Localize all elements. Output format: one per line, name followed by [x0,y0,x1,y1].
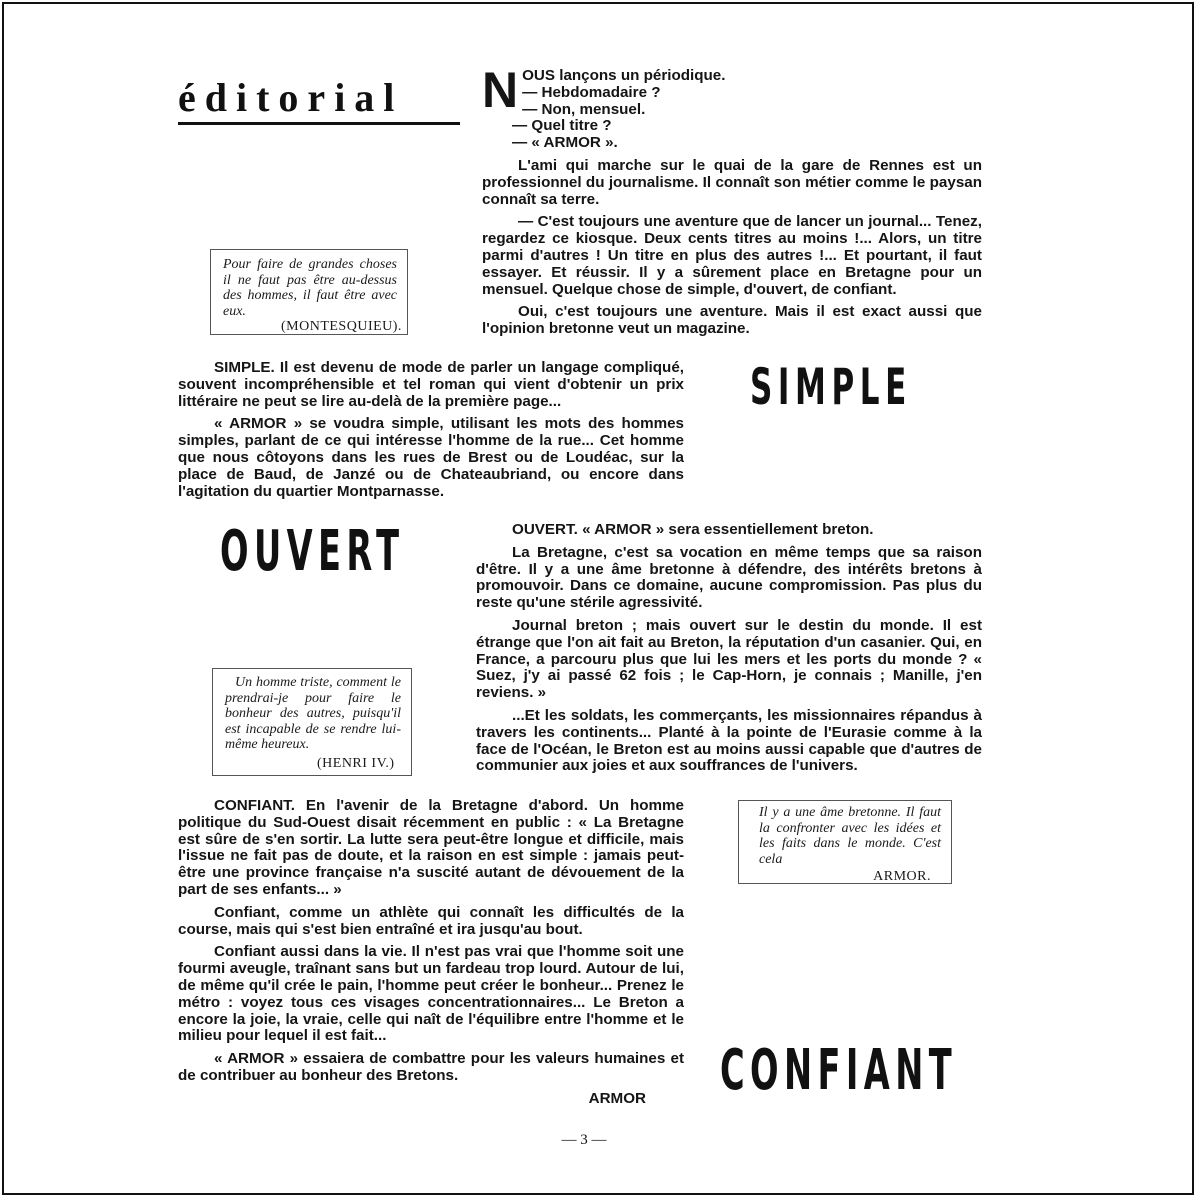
quote-text: Un homme triste, comment le prendrai-je pour faire le bonheur des autres, puisqu'il est incapable de se rendre lui-même heureux. [225,675,401,752]
confiant-section [178,798,684,1108]
simple-text: Il est devenu de mode de parler un langage compliqué, souvent incompréhensible et tel roman qui vient d'obtenir un prix littéraire ne peut se lire au-delà de la première page... [178,359,684,410]
drop-cap: N [482,68,519,118]
confiant-paragraph [178,798,684,899]
intro-first-line: OUS lançons un périodique. [522,68,726,84]
ouvert-section [476,522,982,781]
dialog-line: — « ARMOR ». [512,134,618,152]
ouvert-text: « ARMOR » sera essentiellement breton. [582,521,874,538]
quote-text: Il y a une âme bretonne. Il faut la confronter avec les idées et les faits dans le monde. C'est cela [759,805,941,867]
quote-text: Pour faire de grandes choses il ne faut pas être au-dessus des hommes, il faut être avec eux. [223,257,397,319]
simple-paragraph: « ARMOR » se voudra simple, utilisant les mots des hommes simples, parlant de ce qui intéresse l'homme de la rue... Cet homme que nous côtoyons dans les rues de Brest ou de Loudéac, sur la place de Baud, de Janzé ou de Chateaubriand, ou encore dans l'agitation du quartier Montparnasse. [178,415,684,500]
heading-ouvert: OUVERT [220,519,405,584]
ouvert-paragraph: ...Et les soldats, les commerçants, les missionnaires répandus à travers les continents... Planté à la pointe de l'Eurasie comme à la face de l'Océan, le Breton est au moins aussi capable que d'autres de communier aux joies et aux souffrances de l'univers. [476,706,982,775]
heading-confiant: CONFIANT [720,1038,958,1103]
confiant-lead: CONFIANT. [214,797,295,814]
dialog-line: — Hebdomadaire ? [522,83,661,101]
confiant-text: En l'avenir de la Bretagne d'abord. Un homme politique du Sud-Ouest disait récemment en public : « La Bretagne est sûre de s'en sortir. La lutte sera peut-être longue et difficile, mais l'issue ne fait pas de doute, et la raison en est simple : jamais peut-être une province française n'a suscité autant de dévouement de la part de ses enfants... » [178,797,684,898]
intro-paragraph: L'ami qui marche sur le quai de la gare de Rennes est un professionnel du journalisme. Il connaît son métier comme le paysan connaît sa terre. [482,156,982,208]
intro-opening [482,68,982,158]
heading-simple: SIMPLE [750,358,912,416]
dialog-line: — Non, mensuel. [522,100,646,118]
intro-paragraph: — C'est toujours une aventure que de lancer un journal... Tenez, regardez ce kiosque. Deux cents titres au moins !... Alors, un titre parmi d'autres ! Un titre en plus des autres !... Et pourtant, il faut essayer. Et réussir. Il y a sûrement place en Bretagne pour un mensuel. Quelque chose de simple, d'ouvert, de confiant. [482,213,982,298]
confiant-paragraph: « ARMOR » essaiera de combattre pour les valeurs humaines et de contribuer au bonheur des Bretons. [178,1050,684,1084]
ouvert-paragraph: Journal breton ; mais ouvert sur le destin du monde. Il est étrange que l'on ait fait au Breton, la réputation d'un casanier. Qui, en France, a parcouru plus que lui les mers et les ports du monde ? « Suez, j'y ai passé 62 fois ; le Cap-Horn, je connais ; Manille, j'en reviens. » [476,616,982,702]
simple-lead: SIMPLE. [214,359,275,376]
page-number: — 3 — [561,1132,607,1148]
quote-author: (HENRI IV.) [317,755,395,771]
ouvert-paragraph [476,522,982,539]
intro-column [482,68,982,344]
editorial-underline [178,122,460,125]
simple-paragraph [178,360,684,410]
ouvert-lead: OUVERT. [512,521,578,538]
simple-section [178,360,684,506]
confiant-paragraph: Confiant aussi dans la vie. Il n'est pas vrai que l'homme soit une fourmi aveugle, traînant sans but un fardeau trop lourd. Autour de lui, de même qu'il crée le pain, l'homme peut créer le bonheur... Prenez le métro : voyez tous ces visages concentrationnaires... Le Breton a encore la joie, la vraie, celle qui naît de l'équilibre entre l'homme et le milieu pour lequel il est fait... [178,943,684,1045]
quote-box-armor [738,800,952,884]
intro-paragraph: Oui, c'est toujours une aventure. Mais il est exact aussi que l'opinion bretonne veut un magazine. [482,303,982,338]
dialog-line: — Quel titre ? [512,117,612,135]
editorial-heading: éditorial [178,75,404,120]
confiant-paragraph: Confiant, comme un athlète qui connaît les difficultés de la course, mais qui s'est bien entraîné et ira jusqu'au bout. [178,903,684,938]
quote-author: (MONTESQUIEU). [281,319,402,334]
quote-box-montesquieu [210,249,408,335]
magazine-page [2,2,1194,1195]
signature: ARMOR [588,1089,646,1107]
quote-author: ARMOR. [873,869,931,884]
ouvert-paragraph: La Bretagne, c'est sa vocation en même temps que sa raison d'être. Il y a une âme bretonne à défendre, des intérêts bretons à promouvoir. Dans ce domaine, aucune compromission. Pas plus du reste qu'une stérile agressivité. [476,543,982,612]
quote-box-henri-iv [212,668,412,776]
